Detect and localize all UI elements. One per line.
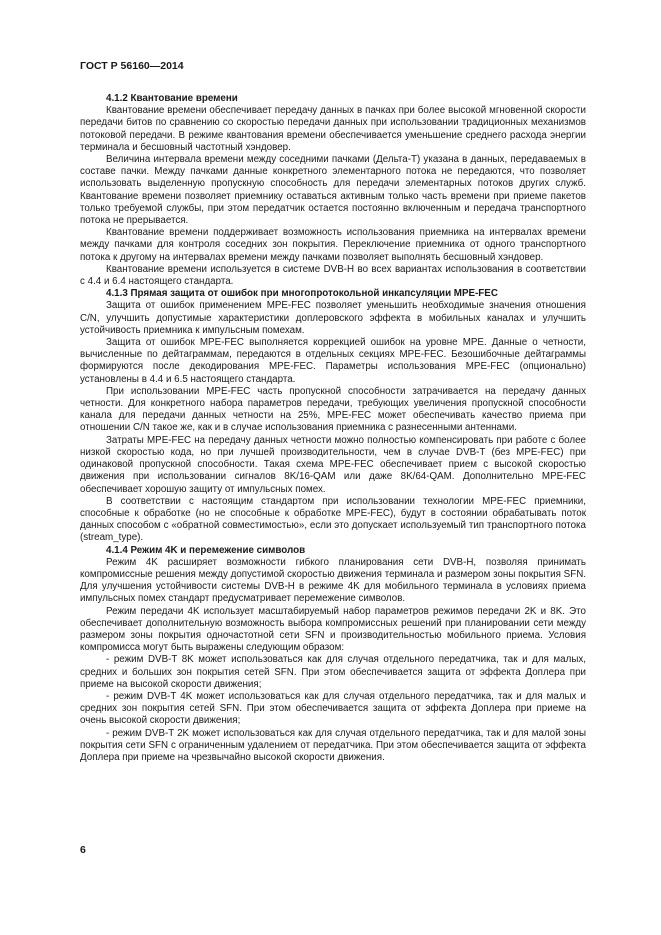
- paragraph: - режим DVB-T 8K может использоваться как для случая отдельного передатчика, так и для малых, средних и больших зон покрытия сетей SFN. При этом обеспечивается защита от эффекта Доплера при приеме на высокой скорости движения;: [80, 654, 586, 690]
- section-heading: 4.1.4 Режим 4K и перемежение символов: [106, 544, 306, 556]
- paragraph: При использовании MPE-FEC часть пропускной способности затрачивается на передачу данных четности. Для конкретного набора параметров передачи, требующих увеличения пропускной способности канала для передачи данных четности на 25%, MPE-FEC может обеспечивать качество приема при отношении C/N такое же, как и в случае использования приемника с разнесенными антеннами.: [80, 385, 586, 434]
- paragraph: Квантование времени обеспечивает передачу данных в пачках при более высокой мгновенной скорости передачи битов по сравнению со скоростью передачи данных при использовании традиционных механизмов потоковой передачи. В режиме квантования времени обеспечивается уменьшение среднего расхода энергии терминала и бесшовный частотный хэндовер.: [80, 105, 586, 153]
- paragraph: Защита от ошибок MPE-FEC выполняется коррекцией ошибок на уровне MPE. Данные о четности, вычисленные по дейтаграммам, передаются в отдельных секциях MPE-FEC. Безошибочные дейтаграммы формируются после декодирования MPE-FEC. Параметры использования MPE-FEC (опционально) установлены в 4.4 и 6.5 настоящего стандарта.: [80, 337, 586, 385]
- paragraph: Режим передачи 4K использует масштабируемый набор параметров режимов передачи 2K и 8K. Это обеспечивает дополнительную возможность выбора компромиссных решений при планировании сети между размером зоны покрытия одночастотной сети SFN и производительностью мобильного приема. Условия компромисса могут быть выражены следующим образом:: [80, 605, 586, 654]
- document-page: [80, 60, 586, 764]
- paragraph: Затраты MPE-FEC на передачу данных четности можно полностью компенсировать при работе с более низкой скоростью кода, но при лучшей производительности, чем в случае DVB-T (без MPE-FEC) при одинаковой пропускной способности. Такая схема MPE-FEC обеспечивает прием с высокой скоростью движения при использовании сигналов 8K/16-QAM или даже 8K/64-QAM. Дополнительно MPE-FEC обеспечивает хорошую защиту от импульсных помех.: [80, 434, 586, 495]
- paragraph: Квантование времени используется в системе DVB-H во всех вариантах использования в соответствии с 4.4 и 6.4 настоящего стандарта.: [80, 263, 586, 288]
- paragraph: В соответствии с настоящим стандартом при использовании технологии MPE-FEC приемники, способные к обработке (но не способные к обработке MPE-FEC), будут в состоянии обрабатывать поток данных способом с «обратной совместимостью», если это допускает используемый тип транспортного потока (stream_type).: [80, 495, 586, 544]
- standard-header: ГОСТ Р 56160—2014: [80, 60, 184, 72]
- paragraph: Защита от ошибок применением MPE-FEC позволяет уменьшить необходимые значения отношения C/N, улучшить допустимые характеристики доплеровского эффекта в мобильных каналах и улучшить устойчивость приемника к импульсным помехам.: [80, 300, 586, 336]
- paragraph: Величина интервала времени между соседними пачками (Дельта-Т) указана в данных, передаваемых в составе пачки. Между пачками данные конкретного элементарного потока не передаются, что позволяет использовать выделенную пропускную способность для передачи элементарных потоков других служб. Квантование времени позволяет приемнику оставаться активным только часть времени при приеме пакетов только требуемой службы, при этом передатчик остается постоянно включенным и передача транспортного потока не прерывается.: [80, 154, 586, 227]
- paragraph: Квантование времени поддерживает возможность использования приемника на интервалах времени между пачками для контроля соседних зон покрытия. Переключение приемника от одного транспортного потока к другому на интервалах времени между пачками позволяет выполнять бесшовный хэндовер.: [80, 227, 586, 263]
- section-heading: 4.1.3 Прямая защита от ошибок при многопротокольной инкапсуляции MPE-FEC: [106, 288, 498, 300]
- section-heading: 4.1.2 Квантование времени: [106, 93, 238, 104]
- paragraph: - режим DVB-T 4K может использоваться как для случая отдельного передатчика, так и для малых и средних зон покрытия сетей SFN. При этом обеспечивается защита от эффекта Доплера при приеме на очень высокой скорости движения;: [80, 690, 586, 727]
- paragraph: Режим 4K расширяет возможности гибкого планирования сети DVB-H, позволяя принимать компромиссные решения между допустимой скоростью движения терминала и размером зоны покрытия SFN. Для улучшения устойчивости системы DVB-H в режиме 4K для мобильного терминала в условиях приема импульсных помех стандарт предусматривает перемежение символов.: [80, 556, 586, 605]
- paragraph: - режим DVB-T 2K может использоваться как для случая отдельного передатчика, так и для малой зоны покрытия сети SFN с ограниченным удалением от передатчика. При этом обеспечивается защита от эффекта Доплера при приеме на чрезвычайно высокой скорости движения.: [80, 727, 586, 763]
- document-body: [80, 93, 586, 764]
- page-number: 6: [80, 844, 86, 856]
